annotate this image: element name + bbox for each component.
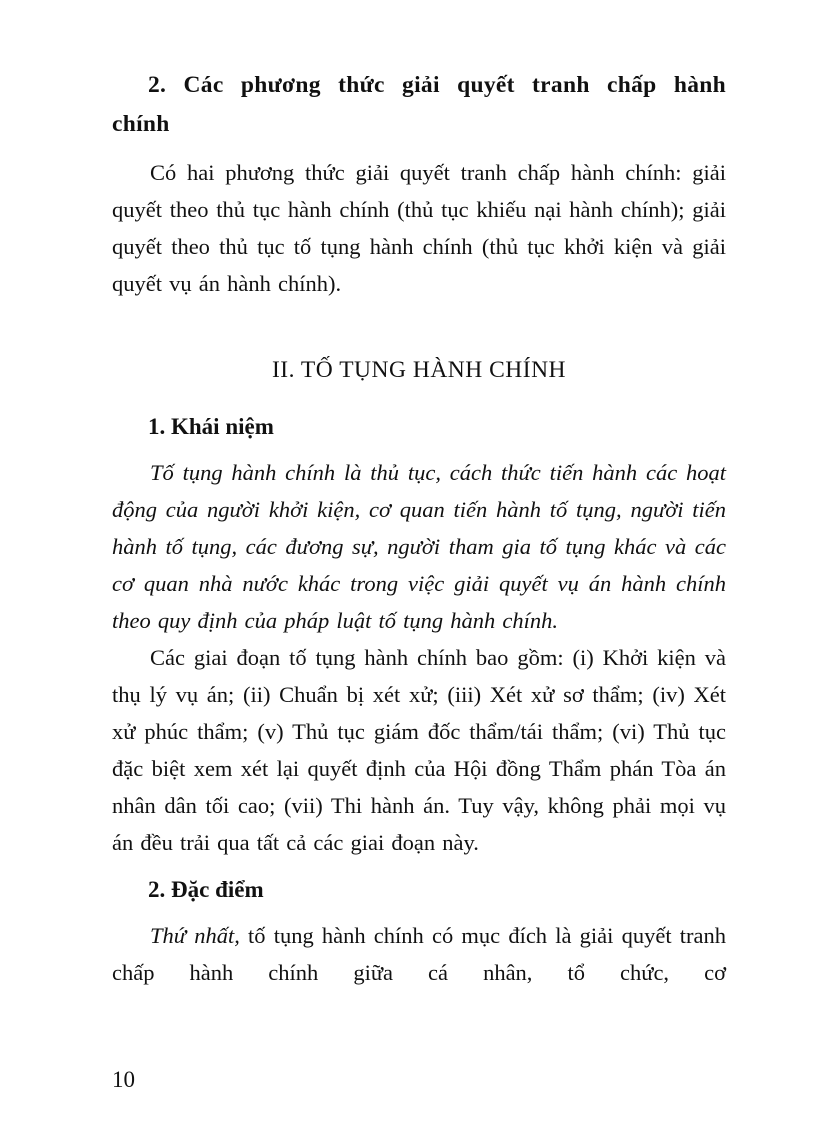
section-title: II. TỐ TỤNG HÀNH CHÍNH [271,357,567,383]
chapter-heading: 2. Các phương thức giải quyết tranh chấp hành chính [112,72,726,137]
closing-paragraph [112,917,726,991]
page-number: 10 [112,1067,135,1092]
definition-paragraph: Tố tụng hành chính là thủ tục, cách thức tiến hành các hoạt động của người khởi kiện, cơ quan tiến hành tố tụng, người tiến hành tố tụng, các đương sự, người tham gia tố tụng khác và các cơ quan nhà nước khác trong việc giải quyết vụ án hành chính theo quy định của pháp luật tố tụng hành chính. [112,460,726,633]
stages-paragraph: Các giai đoạn tố tụng hành chính bao gồm: (i) Khởi kiện và thụ lý vụ án; (ii) Chuẩn bị xét xử; (iii) Xét xử sơ thẩm; (iv) Xét xử phúc thẩm; (v) Thủ tục giám đốc thẩm/tái thẩm; (vi) Thủ tục đặc biệt xem xét lại quyết định của Hội đồng Thẩm phán Tòa án nhân dân tối cao; (vii) Thi hành án. Tuy vậy, không phải mọi vụ án đều trải qua tất cả các giai đoạn này. [112,645,726,855]
closing-paragraph-lead: Thứ nhất, [150,923,240,948]
intro-paragraph: Có hai phương thức giải quyết tranh chấp hành chính: giải quyết theo thủ tục hành chính (thủ tục khiếu nại hành chính); giải quyết theo thủ tục tố tụng hành chính (thủ tục khởi kiện và giải quyết vụ án hành chính). [112,160,726,296]
subsection-2-title: 2. Đặc điểm [148,877,264,902]
subsection-1-title: 1. Khái niệm [148,414,274,439]
closing-paragraph-rest: tố tụng hành chính có mục đích là giải quyết tranh chấp hành chính giữa cá nhân, tổ chức, cơ [112,923,726,985]
